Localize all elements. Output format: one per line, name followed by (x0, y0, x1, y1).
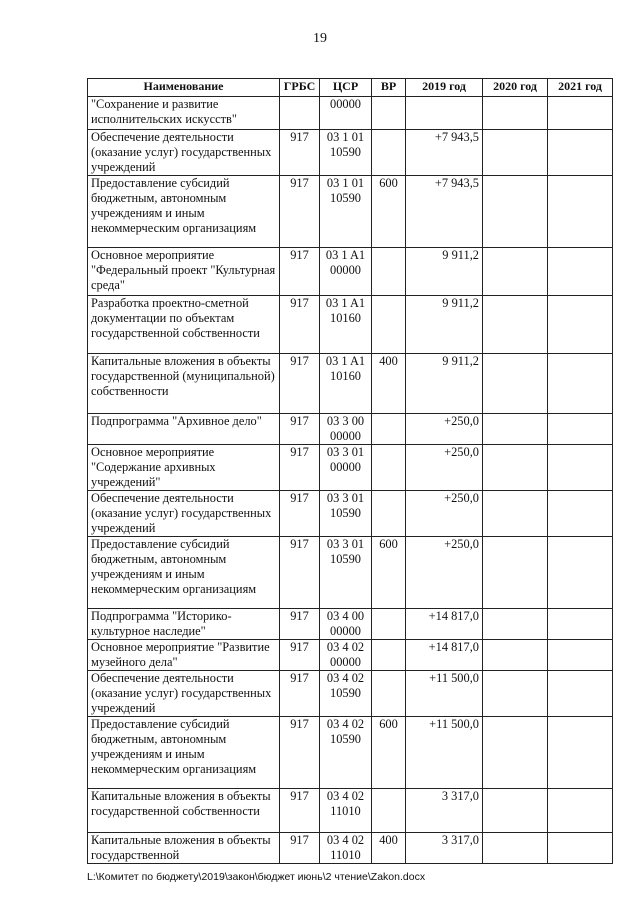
cell-csr: 03 4 02 10590 (320, 717, 372, 789)
cell-2019: +11 500,0 (406, 671, 483, 717)
cell-vr (372, 414, 406, 445)
cell-2019: 3 317,0 (406, 833, 483, 864)
column-header-grbs: ГРБС (280, 79, 320, 97)
cell-csr: 03 1 01 10590 (320, 176, 372, 248)
table-row (88, 671, 613, 717)
table-row (88, 491, 613, 537)
cell-2021 (548, 354, 613, 414)
cell-grbs: 917 (280, 789, 320, 833)
cell-2020 (483, 537, 548, 609)
cell-grbs: 917 (280, 671, 320, 717)
cell-name: Подпрограмма "Архивное дело" (88, 414, 280, 445)
cell-csr: 03 3 01 10590 (320, 537, 372, 609)
cell-2020 (483, 445, 548, 491)
table-row (88, 445, 613, 491)
cell-vr (372, 491, 406, 537)
cell-2019: +250,0 (406, 445, 483, 491)
table-row (88, 248, 613, 296)
cell-name: Разработка проектно-сметной документации по объектам государственной собственности (88, 296, 280, 354)
cell-name: Капитальные вложения в объекты государственной (муниципальной) собственности (88, 354, 280, 414)
cell-vr: 600 (372, 717, 406, 789)
table-row (88, 833, 613, 864)
cell-2019: +7 943,5 (406, 176, 483, 248)
column-header-2020: 2020 год (483, 79, 548, 97)
cell-vr: 600 (372, 176, 406, 248)
cell-2021 (548, 176, 613, 248)
table-row (88, 717, 613, 789)
cell-2020 (483, 97, 548, 130)
cell-2020 (483, 248, 548, 296)
cell-grbs: 917 (280, 537, 320, 609)
cell-2019: +7 943,5 (406, 130, 483, 176)
cell-grbs: 917 (280, 717, 320, 789)
table-header-row (88, 79, 613, 97)
cell-2021 (548, 491, 613, 537)
cell-2019: +250,0 (406, 491, 483, 537)
cell-name: Капитальные вложения в объекты государственной (88, 833, 280, 864)
cell-2020 (483, 130, 548, 176)
cell-2021 (548, 445, 613, 491)
cell-grbs: 917 (280, 130, 320, 176)
cell-2020 (483, 491, 548, 537)
cell-2021 (548, 296, 613, 354)
cell-csr: 03 3 01 10590 (320, 491, 372, 537)
table-row (88, 97, 613, 130)
table-row (88, 414, 613, 445)
page-number: 19 (313, 31, 327, 46)
cell-csr: 03 4 02 11010 (320, 789, 372, 833)
cell-grbs: 917 (280, 296, 320, 354)
cell-vr (372, 789, 406, 833)
cell-grbs: 917 (280, 176, 320, 248)
cell-grbs: 917 (280, 445, 320, 491)
cell-2020 (483, 296, 548, 354)
cell-name: Предоставление субсидий бюджетным, автономным учреждениям и иным некоммерческим организациям (88, 717, 280, 789)
cell-name: Предоставление субсидий бюджетным, автономным учреждениям и иным некоммерческим организациям (88, 176, 280, 248)
cell-vr (372, 296, 406, 354)
table-row (88, 609, 613, 640)
cell-csr: 03 1 A1 10160 (320, 296, 372, 354)
cell-2019 (406, 97, 483, 130)
cell-2019: 9 911,2 (406, 296, 483, 354)
cell-csr: 03 3 00 00000 (320, 414, 372, 445)
cell-2021 (548, 537, 613, 609)
cell-2021 (548, 833, 613, 864)
cell-name: Капитальные вложения в объекты государственной собственности (88, 789, 280, 833)
cell-2021 (548, 789, 613, 833)
table-row (88, 354, 613, 414)
cell-2020 (483, 414, 548, 445)
cell-2021 (548, 130, 613, 176)
cell-2021 (548, 414, 613, 445)
cell-name: "Сохранение и развитие исполнительских искусств" (88, 97, 280, 130)
cell-2019: +14 817,0 (406, 609, 483, 640)
cell-name: Основное мероприятие "Развитие музейного дела" (88, 640, 280, 671)
cell-name: Обеспечение деятельности (оказание услуг) государственных учреждений (88, 130, 280, 176)
cell-csr: 03 4 02 10590 (320, 671, 372, 717)
cell-grbs: 917 (280, 248, 320, 296)
cell-2021 (548, 609, 613, 640)
cell-2020 (483, 640, 548, 671)
cell-csr: 03 1 A1 00000 (320, 248, 372, 296)
cell-2020 (483, 833, 548, 864)
cell-grbs: 917 (280, 414, 320, 445)
cell-grbs: 917 (280, 491, 320, 537)
cell-2019: 3 317,0 (406, 789, 483, 833)
cell-vr (372, 640, 406, 671)
cell-name: Обеспечение деятельности (оказание услуг) государственных учреждений (88, 671, 280, 717)
cell-vr (372, 445, 406, 491)
cell-csr: 03 3 01 00000 (320, 445, 372, 491)
cell-vr (372, 609, 406, 640)
cell-2021 (548, 97, 613, 130)
cell-csr: 00000 (320, 97, 372, 130)
column-header-2021: 2021 год (548, 79, 613, 97)
cell-name: Предоставление субсидий бюджетным, автономным учреждениям и иным некоммерческим организациям (88, 537, 280, 609)
cell-vr: 400 (372, 833, 406, 864)
cell-2020 (483, 354, 548, 414)
cell-vr: 400 (372, 354, 406, 414)
table-row (88, 537, 613, 609)
cell-csr: 03 4 02 00000 (320, 640, 372, 671)
cell-grbs: 917 (280, 833, 320, 864)
table-row (88, 176, 613, 248)
cell-2019: 9 911,2 (406, 248, 483, 296)
cell-vr: 600 (372, 537, 406, 609)
cell-name: Основное мероприятие "Федеральный проект "Культурная среда" (88, 248, 280, 296)
cell-csr: 03 4 00 00000 (320, 609, 372, 640)
cell-vr (372, 248, 406, 296)
cell-2019: +250,0 (406, 537, 483, 609)
table-row (88, 789, 613, 833)
cell-grbs (280, 97, 320, 130)
cell-2021 (548, 640, 613, 671)
budget-table (87, 78, 613, 864)
cell-2019: +11 500,0 (406, 717, 483, 789)
cell-2019: 9 911,2 (406, 354, 483, 414)
cell-grbs: 917 (280, 354, 320, 414)
cell-grbs: 917 (280, 609, 320, 640)
cell-vr (372, 97, 406, 130)
cell-2020 (483, 717, 548, 789)
table-row (88, 130, 613, 176)
cell-name: Обеспечение деятельности (оказание услуг) государственных учреждений (88, 491, 280, 537)
cell-name: Подпрограмма "Историко-культурное наследие" (88, 609, 280, 640)
document-file-path: L:\Комитет по бюджету\2019\закон\бюджет июнь\2 чтение\Zakon.docx (87, 871, 426, 883)
column-header-csr: ЦСР (320, 79, 372, 97)
table-row (88, 296, 613, 354)
column-header-vr: ВР (372, 79, 406, 97)
cell-csr: 03 4 02 11010 (320, 833, 372, 864)
column-header-2019: 2019 год (406, 79, 483, 97)
cell-csr: 03 1 01 10590 (320, 130, 372, 176)
cell-name: Основное мероприятие "Содержание архивных учреждений" (88, 445, 280, 491)
cell-2021 (548, 248, 613, 296)
column-header-name: Наименование (88, 79, 280, 97)
cell-2020 (483, 176, 548, 248)
table-row (88, 640, 613, 671)
cell-2021 (548, 671, 613, 717)
cell-2020 (483, 671, 548, 717)
cell-grbs: 917 (280, 640, 320, 671)
cell-2019: +250,0 (406, 414, 483, 445)
cell-2020 (483, 789, 548, 833)
cell-vr (372, 130, 406, 176)
cell-vr (372, 671, 406, 717)
cell-csr: 03 1 A1 10160 (320, 354, 372, 414)
cell-2021 (548, 717, 613, 789)
cell-2019: +14 817,0 (406, 640, 483, 671)
cell-2020 (483, 609, 548, 640)
